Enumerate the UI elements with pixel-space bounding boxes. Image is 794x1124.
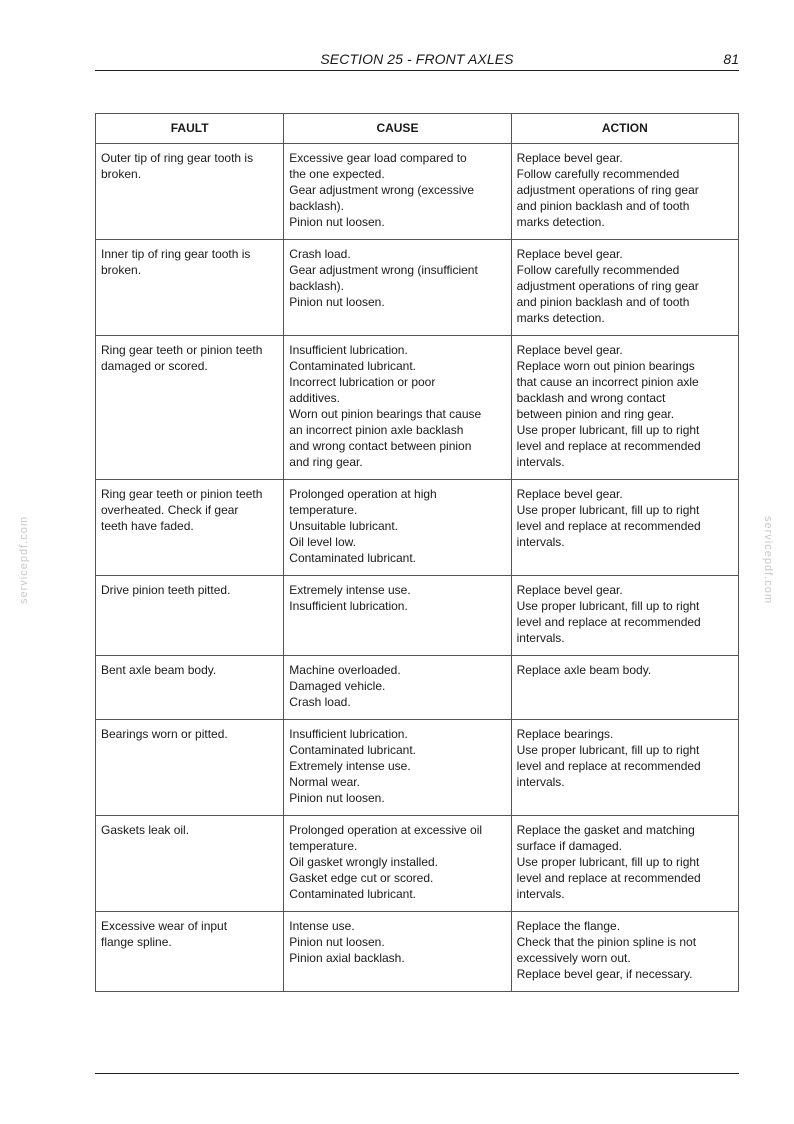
cause-text-line: and wrong contact between pinion [289, 439, 472, 453]
cause-text-line: Contaminated lubricant. [289, 887, 417, 901]
action-text-line: Use proper lubricant, fill up to right [516, 599, 700, 613]
watermark-right: servicepdf.com [762, 516, 774, 604]
cause-text-line: Intense use. [289, 919, 355, 933]
cause-text-line: the one expected. [289, 167, 385, 181]
cause-text-line: Worn out pinion bearings that cause [289, 407, 482, 421]
cause-text-line: Extremely intense use. [289, 759, 411, 773]
action-text-line: intervals. [516, 887, 565, 901]
fault-cell [96, 480, 284, 576]
cause-text-line: Crash load. [289, 247, 351, 261]
fault-text-line: Ring gear teeth or pinion teeth [101, 487, 263, 501]
action-text-line: level and replace at recommended [516, 615, 701, 629]
fault-text-line: Bearings worn or pitted. [101, 727, 228, 741]
action-text-line: intervals. [516, 535, 565, 549]
action-cell [511, 816, 738, 912]
action-text-line: between pinion and ring gear. [516, 407, 675, 421]
table-row [96, 144, 739, 240]
fault-text-line: broken. [101, 263, 142, 277]
cause-text-line: additives. [289, 391, 340, 405]
fault-text-line: teeth have faded. [101, 519, 194, 533]
action-text-line: Use proper lubricant, fill up to right [516, 503, 700, 517]
action-text-line: Replace bevel gear. [516, 343, 623, 357]
troubleshooting-table [95, 113, 739, 992]
table-row [96, 912, 739, 992]
column-header-fault: FAULT [96, 114, 284, 144]
action-text-line: adjustment operations of ring gear [516, 183, 699, 197]
action-cell [511, 720, 738, 816]
cause-text-line: backlash). [289, 199, 344, 213]
fault-text-line: Gaskets leak oil. [101, 823, 190, 837]
cause-text-line: temperature. [289, 839, 358, 853]
action-text-line: level and replace at recommended [516, 871, 701, 885]
action-cell [511, 144, 738, 240]
action-text-line: and pinion backlash and of tooth [516, 199, 690, 213]
table-row [96, 240, 739, 336]
cause-text-line: Pinion nut loosen. [289, 791, 385, 805]
section-title: SECTION 25 - FRONT AXLES [320, 51, 514, 67]
footer-rule [95, 1073, 739, 1074]
cause-cell [284, 144, 511, 240]
cause-cell [284, 240, 511, 336]
action-text-line: Replace bevel gear, if necessary. [516, 967, 693, 981]
cause-text-line: Crash load. [289, 695, 351, 709]
column-header-action: ACTION [511, 114, 738, 144]
action-text-line: level and replace at recommended [516, 519, 701, 533]
action-cell [511, 480, 738, 576]
cause-text-line: Insufficient lubrication. [289, 343, 408, 357]
fault-text-line: flange spline. [101, 935, 172, 949]
action-text-line: Follow carefully recommended [516, 167, 680, 181]
fault-text-line: Inner tip of ring gear tooth is [101, 247, 251, 261]
action-cell [511, 576, 738, 656]
watermark-left: servicepdf.com [18, 516, 30, 604]
fault-cell [96, 576, 284, 656]
table-body [96, 144, 739, 992]
cause-text-line: an incorrect pinion axle backlash [289, 423, 464, 437]
action-text-line: intervals. [516, 775, 565, 789]
cause-text-line: Contaminated lubricant. [289, 359, 417, 373]
fault-text-line: Ring gear teeth or pinion teeth [101, 343, 263, 357]
cause-text-line: Prolonged operation at excessive oil [289, 823, 483, 837]
fault-cell [96, 912, 284, 992]
action-text-line: adjustment operations of ring gear [516, 279, 699, 293]
action-text-line: Follow carefully recommended [516, 263, 680, 277]
fault-cell [96, 240, 284, 336]
cause-text-line: Pinion nut loosen. [289, 215, 385, 229]
action-text-line: Replace bevel gear. [516, 151, 623, 165]
cause-cell [284, 480, 511, 576]
action-text-line: Replace the gasket and matching [516, 823, 695, 837]
cause-text-line: temperature. [289, 503, 358, 517]
action-cell [511, 336, 738, 480]
cause-text-line: Contaminated lubricant. [289, 551, 417, 565]
table-row [96, 816, 739, 912]
action-text-line: intervals. [516, 455, 565, 469]
table-row [96, 720, 739, 816]
action-text-line: Replace the flange. [516, 919, 621, 933]
cause-text-line: Pinion axial backlash. [289, 951, 405, 965]
table-row [96, 480, 739, 576]
column-header-cause: CAUSE [284, 114, 511, 144]
table-row [96, 336, 739, 480]
cause-text-line: Incorrect lubrication or poor [289, 375, 436, 389]
cause-text-line: Damaged vehicle. [289, 679, 386, 693]
action-text-line: Replace bevel gear. [516, 247, 623, 261]
action-text-line: marks detection. [516, 215, 605, 229]
fault-text-line: damaged or scored. [101, 359, 208, 373]
fault-cell [96, 720, 284, 816]
action-text-line: intervals. [516, 631, 565, 645]
fault-text-line: overheated. Check if gear [101, 503, 239, 517]
cause-cell [284, 816, 511, 912]
cause-text-line: Extremely intense use. [289, 583, 411, 597]
fault-cell [96, 336, 284, 480]
fault-cell [96, 656, 284, 720]
table-header-row [96, 114, 739, 144]
action-cell [511, 656, 738, 720]
action-text-line: that cause an incorrect pinion axle [516, 375, 699, 389]
action-text-line: Use proper lubricant, fill up to right [516, 743, 700, 757]
table-row [96, 656, 739, 720]
cause-text-line: Pinion nut loosen. [289, 935, 385, 949]
action-text-line: Replace axle beam body. [516, 663, 652, 677]
action-text-line: Use proper lubricant, fill up to right [516, 855, 700, 869]
cause-text-line: Gasket edge cut or scored. [289, 871, 434, 885]
cause-text-line: Contaminated lubricant. [289, 743, 417, 757]
cause-cell [284, 576, 511, 656]
fault-cell [96, 144, 284, 240]
action-text-line: excessively worn out. [516, 951, 631, 965]
action-text-line: surface if damaged. [516, 839, 623, 853]
cause-text-line: and ring gear. [289, 455, 363, 469]
action-text-line: Use proper lubricant, fill up to right [516, 423, 700, 437]
cause-cell [284, 336, 511, 480]
cause-text-line: Normal wear. [289, 775, 360, 789]
fault-cell [96, 816, 284, 912]
cause-text-line: Unsuitable lubricant. [289, 519, 399, 533]
cause-text-line: Insufficient lubrication. [289, 727, 408, 741]
page-header [95, 50, 739, 71]
action-cell [511, 912, 738, 992]
cause-text-line: backlash). [289, 279, 344, 293]
cause-cell [284, 912, 511, 992]
action-text-line: level and replace at recommended [516, 759, 701, 773]
cause-text-line: Prolonged operation at high [289, 487, 437, 501]
action-text-line: and pinion backlash and of tooth [516, 295, 690, 309]
fault-text-line: Drive pinion teeth pitted. [101, 583, 231, 597]
fault-text-line: Excessive wear of input [101, 919, 228, 933]
action-text-line: backlash and wrong contact [516, 391, 666, 405]
cause-text-line: Pinion nut loosen. [289, 295, 385, 309]
page-number: 81 [723, 51, 739, 67]
fault-text-line: broken. [101, 167, 142, 181]
cause-text-line: Machine overloaded. [289, 663, 401, 677]
action-cell [511, 240, 738, 336]
cause-cell [284, 656, 511, 720]
cause-text-line: Gear adjustment wrong (insufficient [289, 263, 478, 277]
cause-text-line: Gear adjustment wrong (excessive [289, 183, 475, 197]
cause-text-line: Excessive gear load compared to [289, 151, 467, 165]
action-text-line: level and replace at recommended [516, 439, 701, 453]
fault-text-line: Outer tip of ring gear tooth is [101, 151, 254, 165]
table-row [96, 576, 739, 656]
cause-cell [284, 720, 511, 816]
action-text-line: Replace bearings. [516, 727, 614, 741]
action-text-line: marks detection. [516, 311, 605, 325]
cause-text-line: Oil gasket wrongly installed. [289, 855, 439, 869]
action-text-line: Replace worn out pinion bearings [516, 359, 695, 373]
cause-text-line: Insufficient lubrication. [289, 599, 408, 613]
cause-text-line: Oil level low. [289, 535, 356, 549]
fault-text-line: Bent axle beam body. [101, 663, 217, 677]
action-text-line: Check that the pinion spline is not [516, 935, 697, 949]
action-text-line: Replace bevel gear. [516, 487, 623, 501]
action-text-line: Replace bevel gear. [516, 583, 623, 597]
